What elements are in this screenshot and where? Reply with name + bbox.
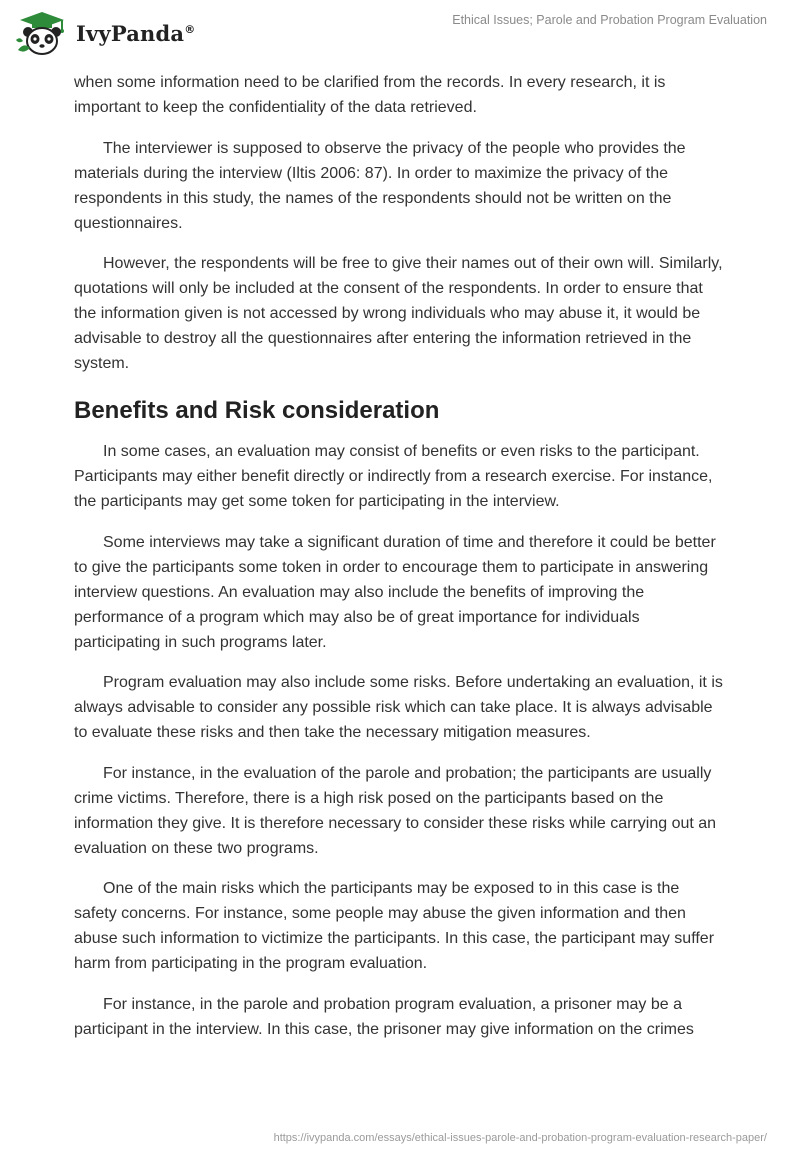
- paragraph: For instance, in the evaluation of the parole and probation; the participants are usually crime victims. Therefore, there is a high risk posed on the participants based on the information they give. It is therefore necessary to consider these risks while carrying out an evaluation on these two programs.: [74, 764, 717, 857]
- paragraph: Some interviews may take a significant duration of time and therefore it could be better to give the participants some token in order to encourage them to participate in answering interview questions. An evaluation may also include the benefits of improving the performance of a program which may also be of great importance for individuals participating in such programs later.: [74, 533, 716, 651]
- logo-text: IvyPanda: [76, 20, 185, 46]
- panda-graduate-icon: [14, 10, 70, 56]
- section-heading: Benefits and Risk consideration: [74, 397, 440, 424]
- source-url-link[interactable]: https://ivypanda.com/essays/ethical-issues-parole-and-probation-program-evaluation-research-paper/: [273, 1132, 767, 1144]
- paragraph: In some cases, an evaluation may consist of benefits or even risks to the participant. Participants may either benefit directly or indirectly from a research exercise. For instance, the participants may get some token for participating in the interview.: [74, 443, 713, 510]
- paragraph: The interviewer is supposed to observe the privacy of the people who provides the materials during the interview (Iltis 2006: 87). In order to maximize the privacy of the respondents in this study, the names of the respondents should not be written on the questionnaires.: [74, 139, 686, 232]
- paragraph: One of the main risks which the participants may be exposed to in this case is the safety concerns. For instance, some people may abuse the given information and then abuse such information to victimize the participants. In this case, the participant may suffer harm from participating in the program evaluation.: [74, 880, 715, 972]
- paragraph: when some information need to be clarified from the records. In every research, it is important to keep the confidentiality of the data retrieved.: [74, 74, 666, 116]
- document-title: Ethical Issues; Parole and Probation Program Evaluation: [452, 13, 767, 27]
- paragraph: For instance, in the parole and probation program evaluation, a prisoner may be a participant in the interview. In this case, the prisoner may give information on the crimes: [74, 995, 694, 1038]
- paragraph: However, the respondents will be free to give their names out of their own will. Similarly, quotations will only be included at the consent of the respondents. In order to ensure that the information given is not accessed by wrong individuals who may abuse it, it would be advisable to destroy all the questionnaires after entering the information retrieved in the system.: [74, 255, 723, 372]
- logo-registered-mark: ®: [184, 22, 196, 36]
- page-header: [0, 0, 800, 66]
- ivypanda-logo[interactable]: [14, 10, 195, 56]
- logo-wordmark: [76, 21, 195, 46]
- article-body: [74, 70, 724, 1057]
- paragraph: Program evaluation may also include some risks. Before undertaking an evaluation, it is always advisable to consider any possible risk which can take place. It is always advisable to evaluate these risks and then take the necessary mitigation measures.: [74, 674, 723, 741]
